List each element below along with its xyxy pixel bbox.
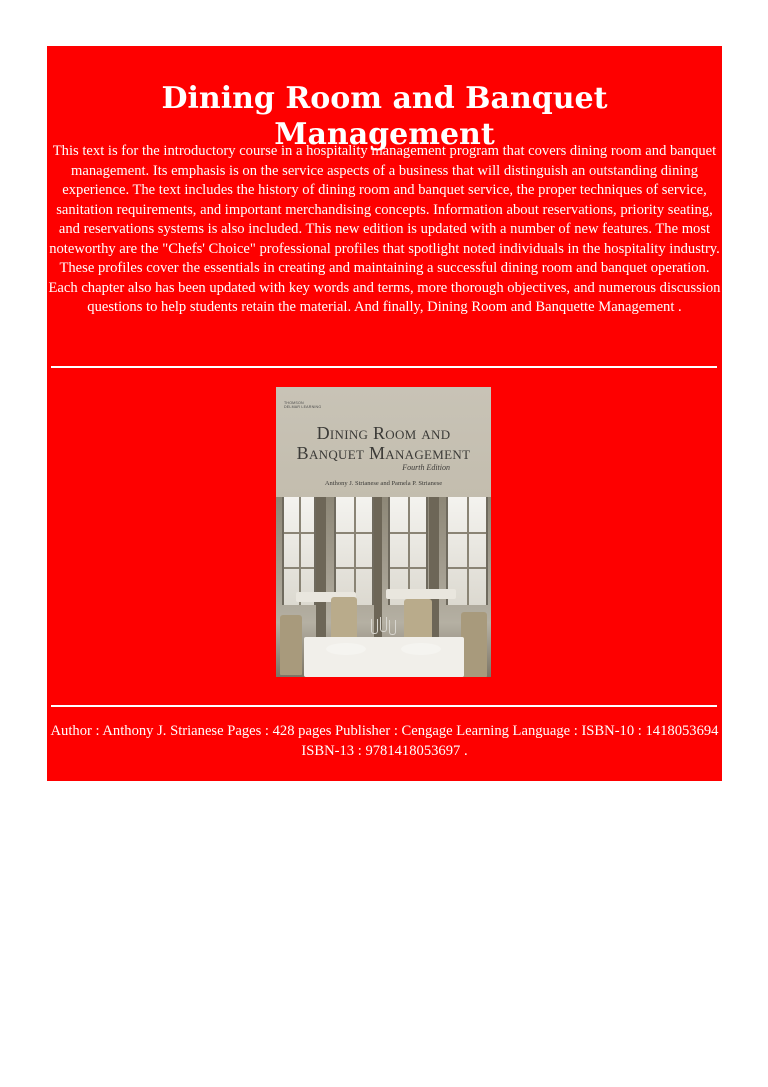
cover-title-line1: Dining Room and xyxy=(316,423,451,443)
window xyxy=(334,497,374,605)
bottom-divider xyxy=(51,705,717,707)
book-cover-image xyxy=(276,387,491,677)
window xyxy=(282,497,316,605)
book-info-panel xyxy=(47,46,722,781)
wine-glass xyxy=(371,619,378,634)
book-description: This text is for the introductory course in a hospitality management program that covers dining room and banquet management. Its emphasis is on the service aspects of a business that will distinguish an outstanding dining experience. The text includes the history of dining room and banquet service, the proper techniques of service, sanitation requirements, and important merchandising concepts. Information about reservations, priority seating, and reservations systems is also included. This new edition is updated with a number of new features. The most noteworthy are the "Chefs' Choice" professional profiles that spotlight noted individuals in the hospitality industry. These profiles cover the essentials in creating and maintaining a successful dining room and banquet operation. Each chapter also has been updated with key words and terms, more thorough objectives, and numerous discussion questions to help students retain the material. And finally, Dining Room and Banquette Management . xyxy=(48,143,721,315)
dining-table xyxy=(386,589,456,599)
plate xyxy=(401,643,441,655)
dining-room-photo xyxy=(276,497,491,677)
top-divider xyxy=(51,366,717,368)
book-metadata: Author : Anthony J. Strianese Pages : 428 pages Publisher : Cengage Learning Language : ISBN-10 : 1418053694 ISBN-13 : 9781418053697 . xyxy=(50,723,719,759)
publisher-logo: THOMSON DELMAR LEARNING xyxy=(284,401,322,409)
plate xyxy=(326,643,366,655)
book-title: Dining Room and Banquet Management xyxy=(161,81,608,152)
wine-glass xyxy=(389,620,396,635)
cover-title-line2: Banquet Management xyxy=(296,443,471,463)
chair xyxy=(280,615,302,675)
cover-edition: Fourth Edition xyxy=(402,463,450,472)
cover-authors: Anthony J. Strianese and Pamela P. Strianese xyxy=(324,480,443,487)
wine-glass xyxy=(380,617,387,632)
front-table xyxy=(304,637,464,677)
chair xyxy=(461,612,487,677)
